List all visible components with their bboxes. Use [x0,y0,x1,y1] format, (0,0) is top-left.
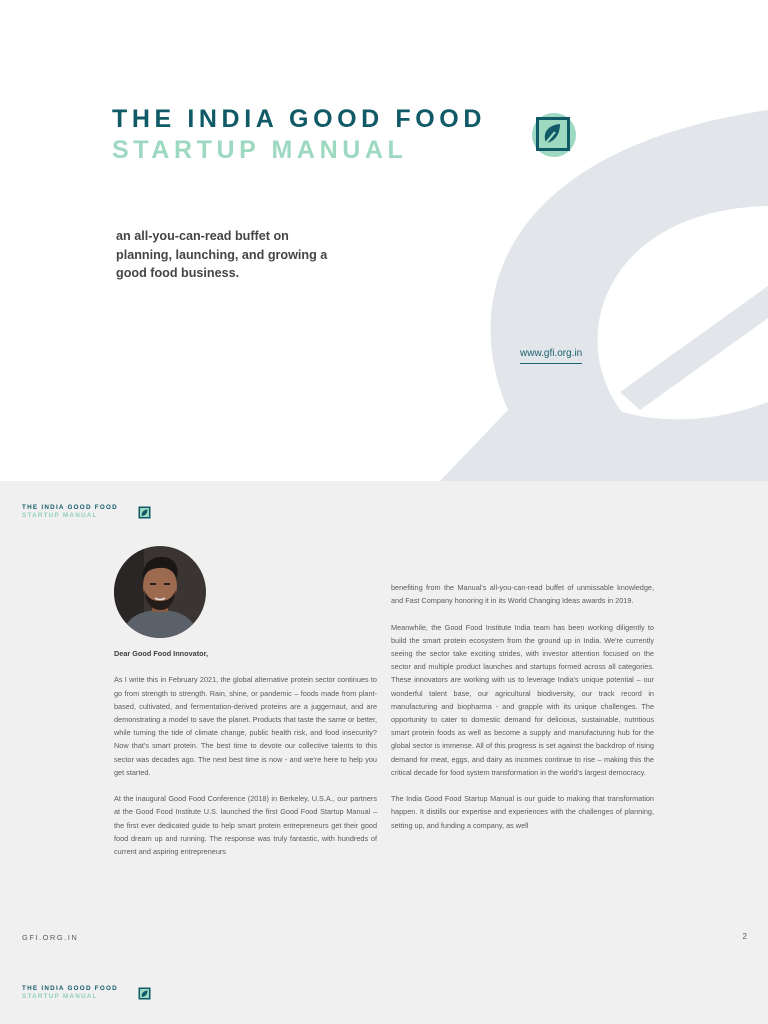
cover-title [112,104,486,166]
author-portrait [114,546,206,638]
leaf-logo-icon [528,111,576,159]
footer-website[interactable]: GFI.ORG.IN [22,933,79,942]
paragraph: As I write this in February 2021, the global alternative protein sector continues to go from strength to strength. Rain, shine, or pandemic – foods made from plant-based, cultivated, and fermentation-derived proteins are a juggernaut, and are demonstrating a model to save the planet. Products that taste the same or better, while turning the tide of climate change, public health risk, and food insecurity? Now that's smart protein. The best time to devote our collective talents to this sector was decades ago. The next best time is now - and we're here to help you get started. [114,675,377,777]
website-link[interactable]: www.gfi.org.in [520,348,582,364]
header-title-line-2: STARTUP MANUAL [22,993,98,1000]
leaf-watermark-icon [440,110,768,481]
paragraph: Meanwhile, the Good Food Institute India team has been working diligently to build the smart protein ecosystem from the ground up in India. We're currently seeing the sector take exciting strides, with investor attention focused on the sector and multiple product launches and startups formed across all categories. These innovators are working with us to leverage India's unique potential – our wonderful talent base, our agricultural biodiversity, our track record in manufacturing and biopharma - and grapple with its unique challenges. The opportunity to cater to domestic demand for delicious, sustainable, nutritious smart protein foods as well as become a supply and manufacturing hub for the global sector is immense. All of this progress is set against the backdrop of rising demand for meat, eggs, and dairy as incomes continue to rise – making this the critical decade for food system transformation in the world's largest democracy. [391,622,654,777]
letter-page [0,481,768,1024]
cover-page [0,0,768,481]
page-header [22,504,118,520]
paragraph: benefiting from the Manual's all-you-can-read buffet of unmissable knowledge, and Fast Company honoring it in its World Changing Ideas awards in 2019. [391,583,654,606]
header-title-line-1: THE INDIA GOOD FOOD [22,504,118,511]
header-title-line-1: THE INDIA GOOD FOOD [22,985,118,992]
salutation: Dear Good Food Innovator, [114,649,209,658]
paragraph: The India Good Food Startup Manual is our guide to making that transformation happen. It distills our expertise and experiences with the challenges of planning, setting up, and funding a company, as well [391,794,654,830]
letter-column-right [391,581,654,845]
leaf-logo-icon [138,506,151,519]
title-line-2: STARTUP MANUAL [112,136,408,164]
paragraph: At the inaugural Good Food Conference (2018) in Berkeley, U.S.A., our partners at the Good Food Institute U.S. launched the first Good Food Startup Manual – the first ever dedicated guide to help smart protein entrepreneurs get their good food dream up and running. The response was truly fantastic, with hundreds of current and aspiring entrepreneurs [114,794,377,857]
next-page-header [22,985,118,1001]
cover-tagline: an all-you-can-read buffet on planning, launching, and growing a good food business. [116,229,328,280]
title-line-1: THE INDIA GOOD FOOD [112,105,486,133]
leaf-logo-icon [138,987,151,1000]
page-number: 2 [742,932,747,941]
letter-column-left [114,647,377,871]
header-title-line-2: STARTUP MANUAL [22,512,98,519]
